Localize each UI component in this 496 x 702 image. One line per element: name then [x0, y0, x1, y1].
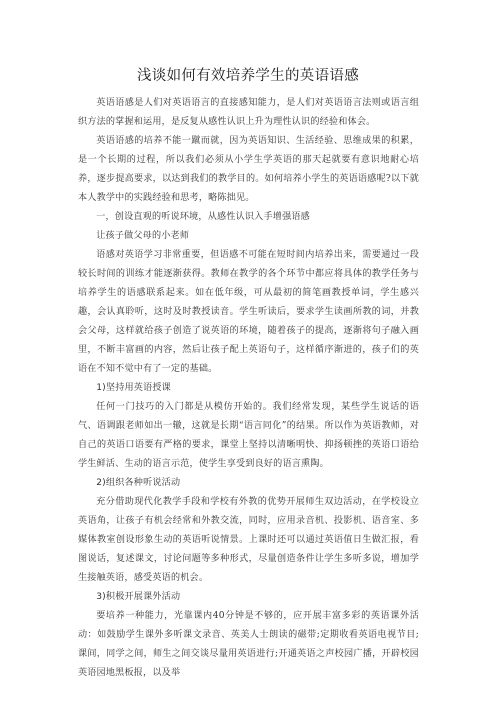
body-paragraph — [78, 94, 419, 132]
heading-text: 坚持用英语授课 — [105, 383, 171, 393]
section-heading — [78, 588, 419, 607]
section-heading — [78, 474, 419, 493]
section-heading — [78, 227, 419, 246]
body-paragraph — [78, 493, 419, 588]
heading-text: 积极开展课外活动 — [105, 592, 181, 602]
document-body — [78, 94, 419, 683]
body-paragraph — [78, 607, 419, 683]
paragraph-text: 语感对英语学习非常重要，但语感不可能在短时间内培养出来，需要通过一段较长时间的训练才能逐渐获得。教师在教学的各个环节中都应将具体的教学任务与培养学生的语感联系起来。如在低年级，可从最初的简笔画教授单词，学生感兴趣，会认真聆听，这时及时教授读音。学生听读后，要求学生读画所教的词，并教会父母，这样就给孩子创造了说英语的环境，随着孩子的提高，逐渐将句子融入画里，不断丰富画的内容，然后让孩子配上英语句子，这样循序渐进的，孩子们的英语在不知不觉中有了一定的基础。 — [78, 250, 419, 374]
section-heading — [78, 208, 419, 227]
paragraph-text: 英语语感的培养不能一蹴而就，因为英语知识、生活经验、思维成果的积累，是一个长期的过程，所以我们必须从小学生学英语的那天起就要有意识地耐心培养，逐步提高要求，以达到我们的教学目的。如何培养小学生的英语语感呢?以下就本人教学中的实践经验和思考，略陈拙见。 — [78, 136, 419, 203]
heading-number: 2) — [96, 478, 106, 488]
body-paragraph — [78, 246, 419, 379]
paragraph-text: 要培养一种能力，光靠课内40分钟是不够的，应开展丰富多彩的英语课外活动：如鼓励学生课外多听课文录音、英美人士朗读的磁带;定期收看英语电视节目;课间，同学之间，师生之间交谈尽量用英语进行;开通英语之声校园广播，开辟校园英语园地黑板报，以及举 — [78, 611, 419, 678]
heading-text: 一，创设直观的听说环境，从感性认识入手增强语感 — [96, 212, 310, 222]
heading-number: 3) — [96, 592, 106, 602]
paragraph-text: 英语语感是人们对英语语言的直接感知能力，是人们对英语语言法则或语言组织方法的掌握和运用，是反复从感性认识上升为理性认识的经验和体会。 — [78, 98, 419, 127]
section-heading — [78, 379, 419, 398]
heading-text: 让孩子做父母的小老师 — [96, 231, 190, 241]
heading-text: 组织各种听说活动 — [105, 478, 181, 488]
paragraph-text: 任何一门技巧的入门都是从模仿开始的。我们经常发现，某些学生说话的语气、语调跟老师如出一辙，这就是长期“语言同化”的结果。所以作为英语教师，对自己的英语口语要有严格的要求，课堂上坚持以清晰明快、抑扬顿挫的英语口语给学生鲜活、生动的语言示范，使学生享受到良好的语言熏陶。 — [78, 402, 419, 469]
page-title: 浅谈如何有效培养学生的英语语感 — [137, 68, 359, 84]
heading-number: 1) — [96, 383, 106, 393]
body-paragraph — [78, 398, 419, 474]
paragraph-text: 充分借助现代化教学手段和学校有外教的优势开展师生双边活动，在学校设立英语角，让孩子有机会经常和外教交流，同时，应用录音机、投影机、语音室、多媒体教室创设形象生动的英语听说情景。上课时还可以通过英语值日生做汇报，看图说话，复述课文，讨论问题等多种形式，尽量创造条件让学生多听多说，增加学生接触英语，感受英语的机会。 — [78, 497, 419, 583]
body-paragraph — [78, 132, 419, 208]
